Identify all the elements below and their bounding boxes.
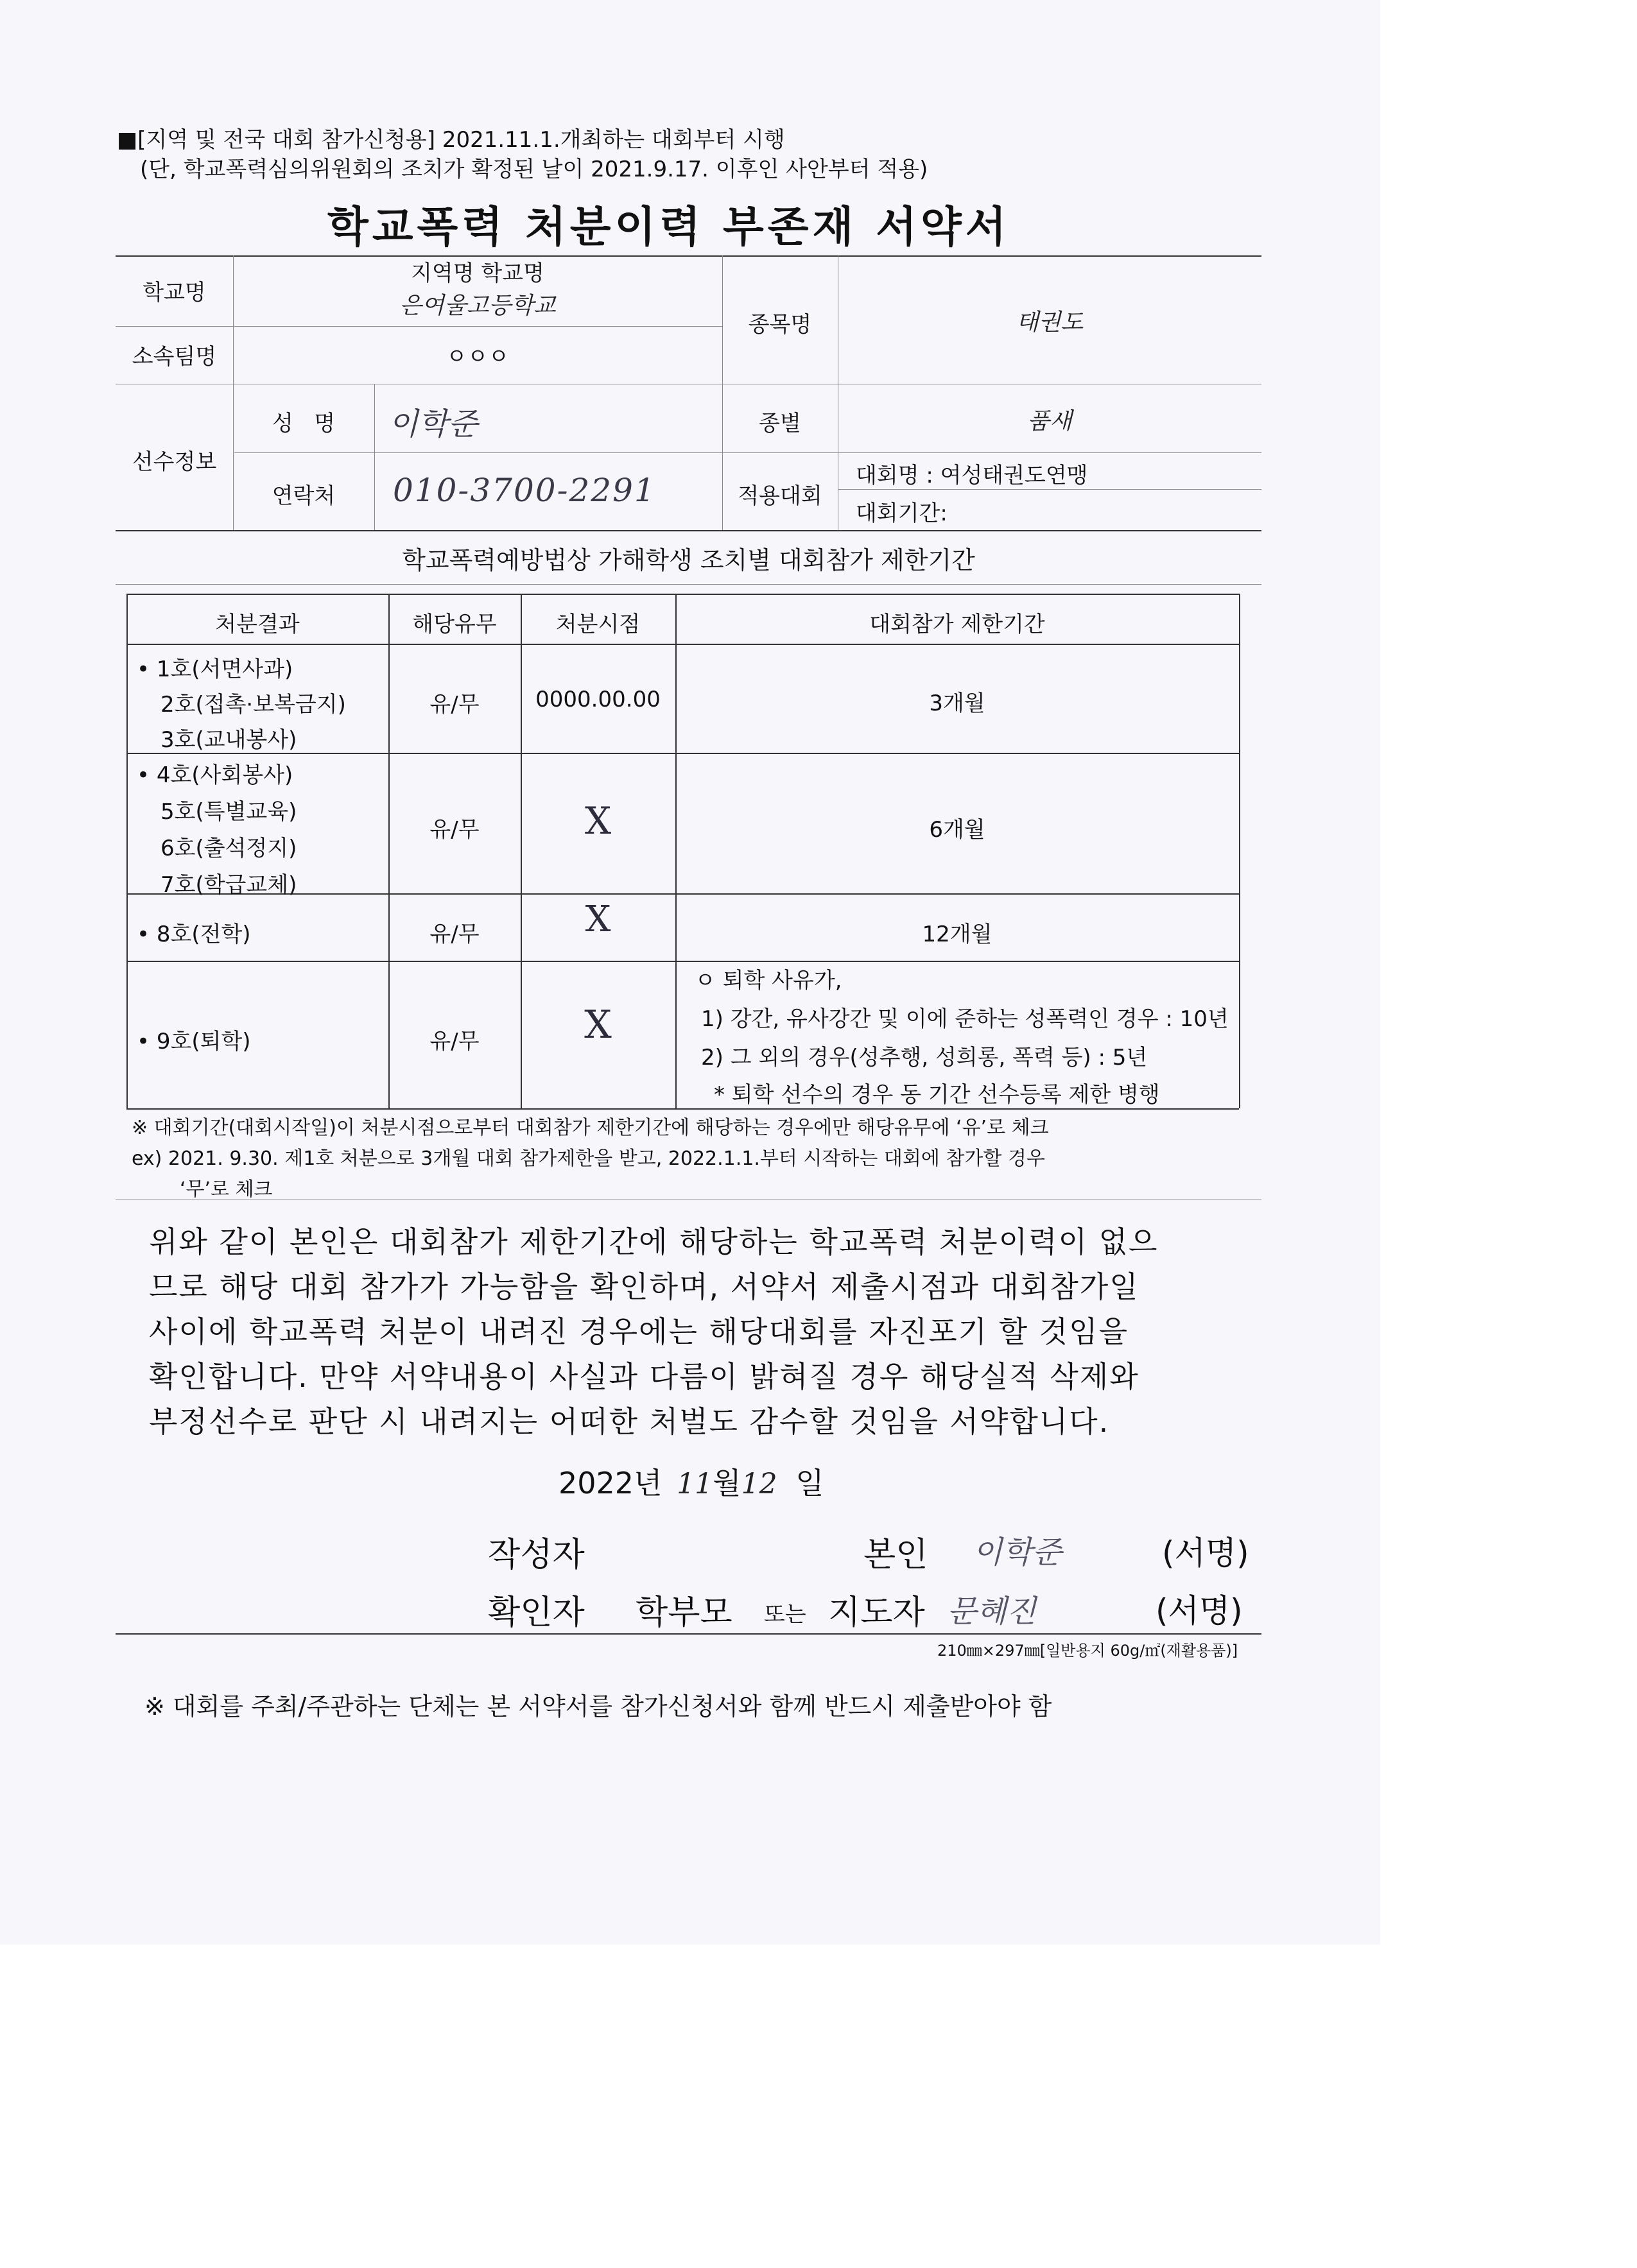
- athlete-info-label: 선수정보: [132, 449, 217, 475]
- name-signature: 이학준: [388, 406, 478, 442]
- info-divider-1: [116, 326, 722, 327]
- team-value: ㅇㅇㅇ: [446, 344, 510, 370]
- table-vline-4: [1239, 594, 1240, 1108]
- date-year-suffix: 년: [634, 1466, 663, 1500]
- row4-yn: 유/무: [429, 1029, 480, 1054]
- pledge-line-5: 부정선수로 판단 시 내려지는 어떠한 처벌도 감수할 것임을 서약합니다.: [149, 1404, 1110, 1439]
- signing-date: [559, 1460, 824, 1502]
- school-label: 학교명: [143, 280, 206, 305]
- row1-yn: 유/무: [429, 692, 480, 717]
- table-header-border: [126, 644, 1239, 645]
- or-label: 또는: [764, 1602, 806, 1628]
- row2-yn: 유/무: [429, 817, 480, 843]
- row4-limit-line-4: * 퇴학 선수의 경우 동 기간 선수등록 제한 병행: [714, 1082, 1160, 1108]
- row1-limit: 3개월: [929, 691, 985, 716]
- table-header-date: 처분시점: [555, 612, 641, 637]
- competition-period: 대회기간:: [856, 501, 948, 526]
- table-vline-3: [675, 594, 677, 1108]
- date-year: 2022: [559, 1466, 634, 1500]
- row4-result-1: • 9호(퇴학): [137, 1029, 251, 1054]
- table-bottom-border: [126, 1108, 1239, 1110]
- contact-value: 010-3700-2291: [393, 472, 656, 509]
- signature-divider: [116, 1633, 1261, 1635]
- row1-date: 0000.00.00: [535, 687, 661, 712]
- team-label: 소속팀명: [132, 344, 217, 370]
- self-label: 본인: [863, 1536, 928, 1574]
- row1-result-1: • 1호(서면사과): [137, 657, 293, 682]
- table-vline-0: [126, 594, 128, 1108]
- row2-result-1: • 4호(사회봉사): [137, 762, 293, 788]
- note-1: ※ 대회기간(대회시작일)이 처분시점으로부터 대회참가 제한기간에 해당하는 경우에만 해당유무에 ‘유’로 체크: [132, 1117, 1049, 1139]
- event-label: 종목명: [748, 312, 812, 338]
- table-header-limit: 대회참가 제한기간: [869, 612, 1045, 637]
- parent-label: 학부모: [636, 1594, 732, 1632]
- pledge-line-1: 위와 같이 본인은 대회참가 제한기간에 해당하는 학교폭력 처분이력이 없으: [149, 1224, 1159, 1259]
- table-row-border-3: [126, 961, 1239, 962]
- coach-sign-suffix: (서명): [1156, 1592, 1243, 1629]
- coach-label: 지도자: [828, 1594, 925, 1632]
- info-divider-4: [838, 489, 1261, 490]
- row4-date-mark: X: [584, 1002, 612, 1047]
- row2-result-3: 6호(출석정지): [160, 836, 297, 861]
- row2-limit: 6개월: [929, 817, 985, 843]
- apply-competition-label: 적용대회: [738, 483, 822, 509]
- pledge-line-4: 확인합니다. 만약 서약내용이 사실과 다름이 밝혀질 경우 해당실적 삭제와: [149, 1359, 1139, 1394]
- header-line-2: (단, 학교폭력심의위원회의 조치가 확정된 날이 2021.9.17. 이후인 사안부터 적용): [140, 157, 928, 182]
- section-title: 학교폭력예방법상 가해학생 조치별 대회참가 제한기간: [402, 546, 975, 574]
- contact-label: 연락처: [272, 483, 336, 509]
- row2-date-mark: X: [584, 799, 612, 843]
- category-value: 품새: [1027, 408, 1072, 434]
- date-month-suffix: 월: [713, 1466, 741, 1500]
- date-month: 11: [677, 1468, 713, 1500]
- row1-result-2: 2호(접촉·보복금지): [160, 692, 346, 717]
- row4-limit-line-3: 2) 그 외의 경우(성추행, 성희롱, 폭력 등) : 5년: [701, 1045, 1148, 1070]
- row3-limit: 12개월: [922, 922, 992, 947]
- date-day: 12: [741, 1468, 777, 1500]
- row4-limit-line-1: ㅇ 퇴학 사유가,: [695, 968, 842, 993]
- table-header-yn: 해당유무: [412, 612, 497, 637]
- self-sign-suffix: (서명): [1162, 1534, 1249, 1572]
- header-line-1: ■[지역 및 전국 대회 참가신청용] 2021.11.1.개최하는 대회부터 시행: [117, 127, 785, 153]
- row1-result-3: 3호(교내봉사): [160, 727, 297, 753]
- info-divider-3: [234, 452, 1261, 453]
- note-2: ex) 2021. 9.30. 제1호 처분으로 3개월 대회 참가제한을 받고, 2022.1.1.부터 시작하는 대회에 참가할 경우: [132, 1147, 1045, 1170]
- section-divider: [116, 584, 1261, 585]
- confirm-label: 확인자: [488, 1594, 585, 1632]
- page-title: 학교폭력 처분이력 부존재 서약서: [327, 202, 1010, 252]
- info-table-bottom-border: [116, 530, 1261, 531]
- pledge-line-2: 므로 해당 대회 참가가 가능함을 확인하며, 서약서 제출시점과 대회참가일: [149, 1269, 1139, 1304]
- category-label: 종별: [759, 411, 801, 436]
- coach-signature: 문혜진: [947, 1594, 1037, 1629]
- table-top-border: [126, 594, 1239, 595]
- row3-result-1: • 8호(전학): [137, 922, 251, 947]
- footer-note: ※ 대회를 주최/주관하는 단체는 본 서약서를 참가신청서와 함께 반드시 제출받아야 함: [144, 1692, 1052, 1721]
- row3-yn: 유/무: [429, 922, 480, 947]
- table-header-result: 처분결과: [215, 612, 300, 637]
- writer-label: 작성자: [488, 1536, 585, 1574]
- row2-result-2: 5호(특별교육): [160, 799, 297, 825]
- name-label: 성 명: [272, 411, 336, 436]
- row4-limit-line-2: 1) 강간, 유사강간 및 이에 준하는 성폭력인 경우 : 10년: [701, 1006, 1229, 1032]
- row2-result-4: 7호(학급교체): [160, 872, 297, 898]
- date-day-suffix: 일: [795, 1466, 824, 1500]
- self-signature: 이학준: [973, 1534, 1062, 1570]
- row3-date-mark: X: [585, 898, 611, 940]
- paper-spec: 210㎜×297㎜[일반용지 60g/㎡(재활용품)]: [937, 1642, 1238, 1660]
- info-vline-2: [374, 384, 375, 530]
- note-3: ‘무’로 체크: [180, 1178, 273, 1201]
- event-value: 태권도: [1016, 309, 1084, 336]
- pledge-line-3: 사이에 학교폭력 처분이 내려진 경우에는 해당대회를 자진포기 할 것임을: [149, 1314, 1129, 1349]
- competition-name: 대회명 : 여성태권도연맹: [856, 463, 1088, 488]
- school-hint: 지역명 학교명: [411, 261, 544, 286]
- school-value: 은여울고등학교: [399, 293, 556, 319]
